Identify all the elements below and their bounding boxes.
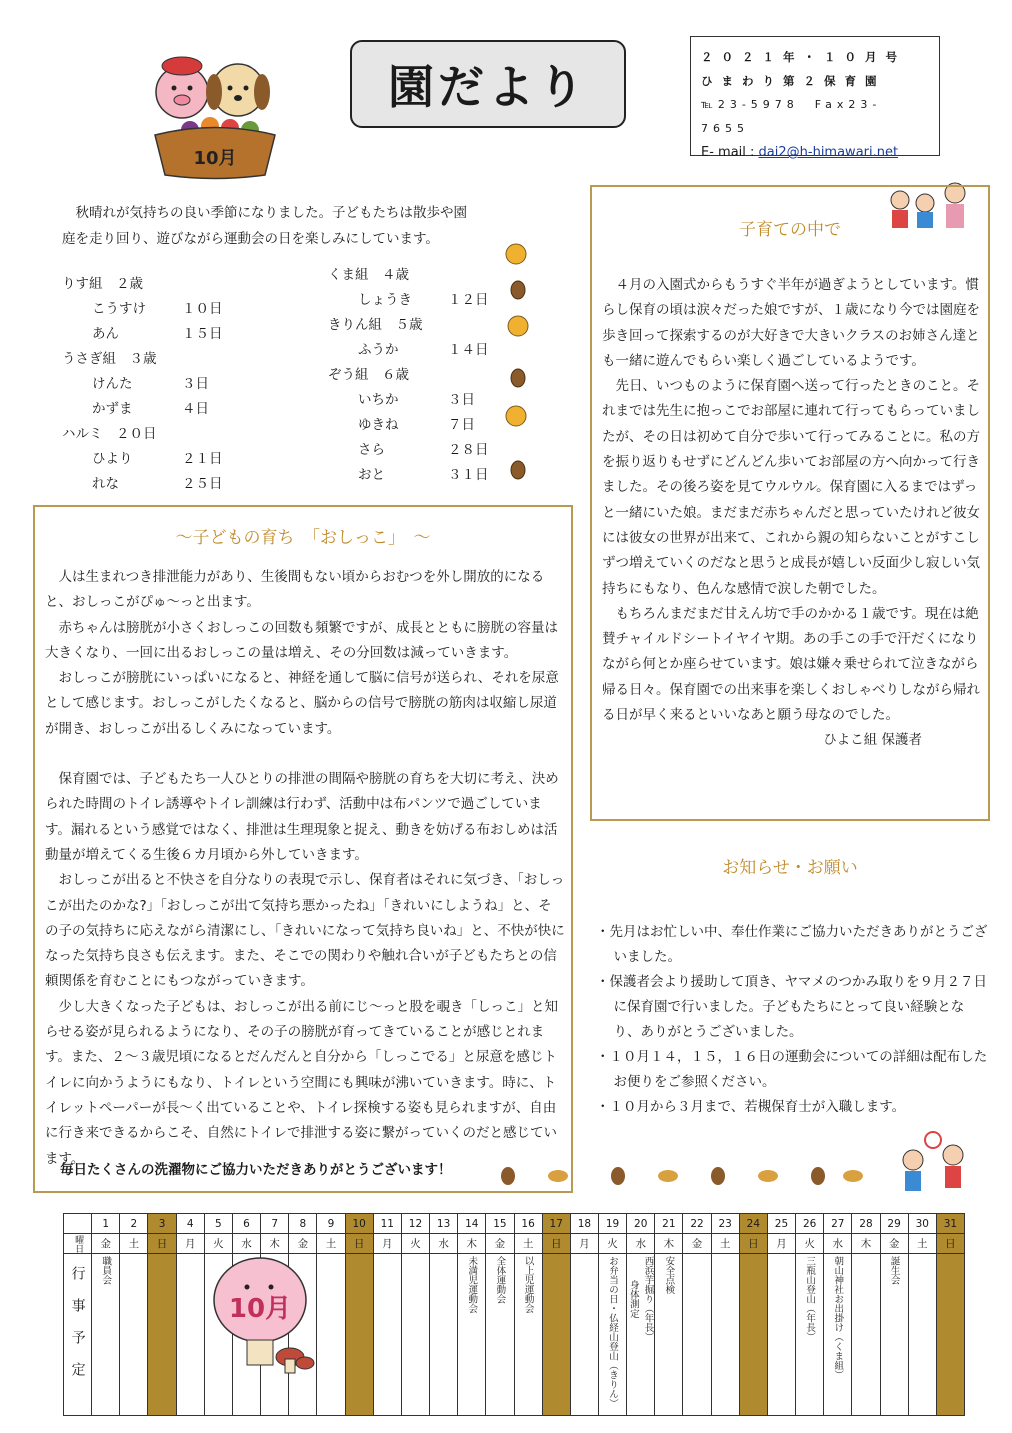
- calendar-weekday: 火: [796, 1234, 824, 1254]
- birthday-group-label: きりん組 ５歳: [328, 317, 423, 333]
- mascot-illustration: [140, 40, 290, 180]
- calendar-event: 安全点検: [663, 1256, 675, 1294]
- calendar-day-number: 5: [204, 1214, 232, 1234]
- child-name: ゆきね: [358, 417, 399, 433]
- child-name: ふうか: [358, 342, 399, 358]
- calendar-event-cell: [120, 1254, 148, 1416]
- calendar-event-cell: [92, 1254, 120, 1416]
- calendar-day-number: 16: [514, 1214, 542, 1234]
- calendar-event-cell: [908, 1254, 936, 1416]
- birthday-date: ３日: [448, 392, 475, 408]
- parenting-article-body: ４月の入園式からもうすぐ半年が過ぎようとしています。慣らし保育の頃は涙々だった娘ですが、１歳になり今では園庭を歩き回って探索するのが大好きで大きいクラスのお姉さん達とも一緒に遊んでもらい楽しく過ごしているようです。 先日、いつものように保育園へ送って行ったときのこと。それまでは先生に抱っこでお部屋に連れて行ってもらっていましたが、その日は初めて自分で歩いて行ってみることに。私の方を振り返りもせずにどんどん歩いてお部屋の方へ向かって行きました。その後ろ姿を見てウルウル。保育園に入るまではずっと一緒にいた娘。まだまだ赤ちゃんだと思っていたけれど彼女には彼女の世界が出来て、これから親の知らないことがすこしずつ増えていくのだなと思うと成長が嬉しい反面少し寂しい気持ちにもなり、色んな感情で涙した朝でした。 もちろんまだまだ甘えん坊で手のかかる１歳です。現在は絶賛チャイルドシートイヤイヤ期。あの手この手で汗だくになりながら何とか座らせています。娘は嫌々乗せられて泣きながら帰る日々。保育園での出来事を楽しくおしゃべりしながら帰れる日が早く来るといいなあと願う母なのでした。 ひよこ組 保護者: [602, 273, 982, 753]
- birthday-child: [328, 288, 498, 313]
- birthday-date: ２５日: [182, 476, 223, 492]
- child-name: さら: [358, 442, 385, 458]
- calendar-event-cell: [401, 1254, 429, 1416]
- birthday-group-label: くま組 ４歳: [328, 267, 409, 283]
- calendar-day-number: 21: [655, 1214, 683, 1234]
- calendar-day-number: 1: [92, 1214, 120, 1234]
- calendar-weekday: 水: [232, 1234, 260, 1254]
- calendar-event: 朝山神社お出掛け（くま組）: [832, 1256, 844, 1380]
- calendar-day-number: 12: [401, 1214, 429, 1234]
- calendar-mascot-month: 10月: [228, 1294, 292, 1324]
- birthday-child: [62, 322, 282, 347]
- email-link[interactable]: dai2@h-himawari.net: [758, 145, 899, 160]
- birthday-date: ４日: [182, 401, 209, 417]
- growth-heading: ～子どもの育ち 「おしっこ」 ～: [175, 528, 431, 548]
- calendar-event-cell: [655, 1254, 683, 1416]
- calendar-day-number: 31: [936, 1214, 964, 1234]
- intro-text: 秋晴れが気持ちの良い季節になりました。子どもたちは散歩や園 庭を走り回り、遊びながら運動会の日を楽しみにしています。: [62, 205, 467, 247]
- calendar-day-number: 20: [627, 1214, 655, 1234]
- calendar-weekday: 日: [345, 1234, 373, 1254]
- calendar-weekday: 土: [120, 1234, 148, 1254]
- birthday-date: ２８日: [448, 442, 489, 458]
- calendar-weekday: 土: [908, 1234, 936, 1254]
- birthday-date: １４日: [448, 342, 489, 358]
- birthday-date: １０日: [182, 301, 223, 317]
- calendar-day-number: 4: [176, 1214, 204, 1234]
- calendar-day-number: 3: [148, 1214, 176, 1234]
- birthday-date: ７日: [448, 417, 475, 433]
- calendar-day-number: 25: [767, 1214, 795, 1234]
- calendar-event: 西浜芋掘り（年長）: [642, 1256, 654, 1342]
- calendar-event-cell: [824, 1254, 852, 1416]
- child-name: けんた: [92, 376, 133, 392]
- calendar-weekday: 木: [261, 1234, 289, 1254]
- issue-info-box: [690, 36, 940, 160]
- growth-article-body: 人は生まれつき排泄能力があり、生後間もない頃からおむつを外し開放的になると、おしっこがぴゅ～っと出ます。 赤ちゃんは膀胱が小さくおしっこの回数も頻繁ですが、成長とともに膀胱の容量は大きくなり、一回に出るおしっこの量は増え、その分回数は減っていきます。 おしっこが膀胱にいっぱいになると、神経を通して脳に信号が送られ、それを尿意として感じます。おしっこがしたくなると、脳からの信号で膀胱の筋肉は収縮し尿道が開き、おしっこが出るしくみになっています。 保育園では、子どもたち一人ひとりの排泄の間隔や膀胱の育ちを大切に考え、決められた時間のトイレ誘導やトイレ訓練は行わず、活動中は布パンツで過ごしています。漏れるという感覚ではなく、排泄は生理現象と捉え、動きを妨げる布おしめは活動量が増えてくる生後６カ月頃から外していきます。 おしっこが出ると不快さを自分なりの表現で示し、保育者はそれに気づき、「おしっこが出たのかな?」「おしっこが出て気持ち悪かったね」「きれいにしようね」と、その子の気持ちに応えながら清潔にし、「きれいになって気持ち良いね」と、不快が快になった気持ち良さも伝えます。また、そこでの関わりや触れ合いが子どもたちとの信頼関係を育むことにもつながっていきます。 少し大きくなった子どもは、おしっこが出る前にじ～っと股を覗き「しっこ」と知らせる姿が見られるようになり、その子の膀胱が育ってきていることが感じとれます。また、２～３歳児頃になるとだんだんと自分から「しっこでる」と尿意を感じトイレに向かうようにもなり、トイレという空間にも興味が沸いていきます。時に、トイレットペーパーが長～く出ていることや、トイレ探検する姿も見られますが、自由に行き来できるからこそ、自然にトイレで排泄する姿に繋がっていくのだと感じています。: [45, 569, 565, 1167]
- calendar-day-number: 18: [570, 1214, 598, 1234]
- calendar-weekday: 火: [598, 1234, 626, 1254]
- calendar-event: 誕生会: [888, 1256, 900, 1285]
- notice-item: ・先月はお忙しい中、奉仕作業にご協力いただきありがとうございました。: [596, 924, 988, 965]
- calendar-weekday: 水: [824, 1234, 852, 1254]
- calendar-weekday: 金: [683, 1234, 711, 1254]
- calendar-event-cell: [458, 1254, 486, 1416]
- birthday-group-label: ぞう組 ６歳: [328, 367, 409, 383]
- notice-item: ・保護者会より援助して頂き、ヤマメのつかみ取りを９月２７日に保育園で行いました。子どもたちにとって良い経験となり、ありがとうございました。: [596, 974, 987, 1040]
- calendar-event-cell: [796, 1254, 824, 1416]
- weekday-label: 曜日: [64, 1234, 92, 1254]
- calendar-day-number: 24: [739, 1214, 767, 1234]
- calendar-day-number: 10: [345, 1214, 373, 1234]
- birthday-child: [328, 338, 498, 363]
- growth-article-box: [33, 505, 573, 1193]
- calendar-day-number: 9: [317, 1214, 345, 1234]
- calendar-event-cell: [880, 1254, 908, 1416]
- calendar-day-number: 28: [852, 1214, 880, 1234]
- child-name: こうすけ: [92, 301, 146, 317]
- calendar-day-number: 27: [824, 1214, 852, 1234]
- calendar-event-cell: [317, 1254, 345, 1416]
- birthday-list-left: [62, 272, 282, 497]
- birthday-group-label: うさぎ組 ３歳: [62, 351, 157, 367]
- issue-date: ２０２１年・１０月号: [701, 50, 906, 64]
- calendar-weekday: 金: [289, 1234, 317, 1254]
- calendar-event-cell: [486, 1254, 514, 1416]
- calendar-event-cell: [739, 1254, 767, 1416]
- tel-fax: ℡23-5978 Fax23-7655: [701, 98, 882, 135]
- page-title: 園だより: [388, 60, 588, 114]
- calendar-weekday: 金: [880, 1234, 908, 1254]
- calendar-weekday: 金: [92, 1234, 120, 1254]
- calendar-weekday: 水: [430, 1234, 458, 1254]
- birthday-list-right: [328, 263, 498, 488]
- calendar-day-number: 30: [908, 1214, 936, 1234]
- event-row-label: 行事予定: [64, 1254, 92, 1416]
- calendar-event: 以上児運動会: [522, 1256, 534, 1313]
- calendar-event-cell: [627, 1254, 655, 1416]
- child-name: いちか: [358, 392, 399, 408]
- calendar-event-cell: [767, 1254, 795, 1416]
- birthday-date: １２日: [448, 292, 489, 308]
- birthday-group-label: りす組 ２歳: [62, 276, 143, 292]
- calendar-event-cell: [683, 1254, 711, 1416]
- event-calendar-table: [63, 1213, 965, 1416]
- calendar-day-number: 23: [711, 1214, 739, 1234]
- calendar-event-cell: [852, 1254, 880, 1416]
- calendar-weekday: 木: [655, 1234, 683, 1254]
- calendar-day-number: 13: [430, 1214, 458, 1234]
- birthday-date: ３日: [182, 376, 209, 392]
- calendar-event-cell: [711, 1254, 739, 1416]
- birthday-child: [328, 413, 498, 438]
- calendar-weekday: 日: [936, 1234, 964, 1254]
- thanks-message: 毎日たくさんの洗濯物にご協力いただきありがとうございます！: [60, 1162, 452, 1178]
- calendar-weekday: 日: [148, 1234, 176, 1254]
- birthday-child: [62, 372, 282, 397]
- email-line: E- mail : dai2@h-himawari.net: [701, 145, 899, 160]
- notices-heading: お知らせ・お願い: [722, 858, 858, 878]
- calendar-event-cell: [430, 1254, 458, 1416]
- birthday-child: [62, 472, 282, 497]
- calendar-weekday: 土: [514, 1234, 542, 1254]
- calendar-day-number: 15: [486, 1214, 514, 1234]
- calendar-day-number: 22: [683, 1214, 711, 1234]
- birthday-date: ２１日: [182, 451, 223, 467]
- calendar-weekday: 土: [317, 1234, 345, 1254]
- calendar-weekday: 金: [486, 1234, 514, 1254]
- newsletter-title-box: [350, 40, 626, 128]
- calendar-event: 身体測定: [627, 1279, 639, 1318]
- birthday-child: [328, 463, 498, 488]
- calendar-weekday: 月: [570, 1234, 598, 1254]
- calendar-weekday: 月: [767, 1234, 795, 1254]
- calendar-weekday: 火: [204, 1234, 232, 1254]
- calendar-event-cell: [373, 1254, 401, 1416]
- parenting-article-box: [590, 185, 990, 821]
- parenting-signature: ひよこ組 保護者: [823, 732, 922, 749]
- calendar-event-cell: [542, 1254, 570, 1416]
- child-name: かずま: [92, 401, 133, 417]
- calendar-event-cell: [345, 1254, 373, 1416]
- birthday-child: [328, 388, 498, 413]
- calendar-weekday: 日: [542, 1234, 570, 1254]
- calendar-event: 職員会: [100, 1256, 112, 1285]
- calendar-day-number: 19: [598, 1214, 626, 1234]
- calendar-day-number: 14: [458, 1214, 486, 1234]
- mushroom-mascot-illustration: [205, 1245, 315, 1380]
- calendar-day-number: 6: [232, 1214, 260, 1234]
- calendar-day-number: 29: [880, 1214, 908, 1234]
- calendar-day-number: 11: [373, 1214, 401, 1234]
- leaves-acorn-strip-decoration: [488, 1158, 868, 1194]
- school-name: ひまわり第２保育園: [701, 74, 886, 88]
- calendar-day-number: 26: [796, 1214, 824, 1234]
- calendar-day-number: 17: [542, 1214, 570, 1234]
- children-playing-illustration: [878, 1130, 988, 1200]
- birthday-date: １５日: [182, 326, 223, 342]
- calendar-weekday: 月: [176, 1234, 204, 1254]
- child-name: ひより: [92, 451, 133, 467]
- notice-item: ・１０月１４，１５，１６日の運動会についての詳細は配布したお便りをご参照ください。: [596, 1049, 988, 1090]
- calendar-event-cell: [598, 1254, 626, 1416]
- child-name: あん: [92, 326, 119, 342]
- birthday-child: [62, 297, 282, 322]
- calendar-event-cell: [936, 1254, 964, 1416]
- calendar-event-cell: [176, 1254, 204, 1416]
- child-name: おと: [358, 467, 385, 483]
- birthday-child: [328, 438, 498, 463]
- calendar-event: 未満児運動会: [466, 1256, 478, 1313]
- child-name: しょうき: [358, 292, 412, 308]
- calendar-weekday: 木: [458, 1234, 486, 1254]
- calendar-day-number: 2: [120, 1214, 148, 1234]
- birthday-child: [62, 397, 282, 422]
- calendar-day-number: 8: [289, 1214, 317, 1234]
- calendar-weekday: 水: [627, 1234, 655, 1254]
- child-name: れな: [92, 476, 119, 492]
- mascot-month-text: 10月: [193, 148, 237, 169]
- calendar-day-number: 7: [261, 1214, 289, 1234]
- calendar-weekday: 火: [401, 1234, 429, 1254]
- squirrel-acorn-decoration: [502, 240, 538, 495]
- notice-item: ・１０月から３月まで、若槻保育士が入職します。: [596, 1099, 906, 1115]
- birthday-group-label: ハルミ ２０日: [62, 426, 157, 442]
- birthday-date: ３１日: [448, 467, 489, 483]
- calendar-event: お弁当の日・仏経山登山（きりん）: [607, 1256, 619, 1408]
- calendar-event-cell: [570, 1254, 598, 1416]
- calendar-weekday: 日: [739, 1234, 767, 1254]
- calendar-event-cell: [148, 1254, 176, 1416]
- birthday-child: [62, 447, 282, 472]
- calendar-event: 全体運動会: [494, 1256, 506, 1304]
- calendar-event-cell: [514, 1254, 542, 1416]
- parenting-heading: 子育ての中で: [739, 220, 841, 240]
- calendar-weekday: 月: [373, 1234, 401, 1254]
- calendar-weekday: 土: [711, 1234, 739, 1254]
- calendar-weekday: 木: [852, 1234, 880, 1254]
- notices-list: [596, 920, 988, 1120]
- calendar-event: 三瓶山登山（年長）: [804, 1256, 816, 1342]
